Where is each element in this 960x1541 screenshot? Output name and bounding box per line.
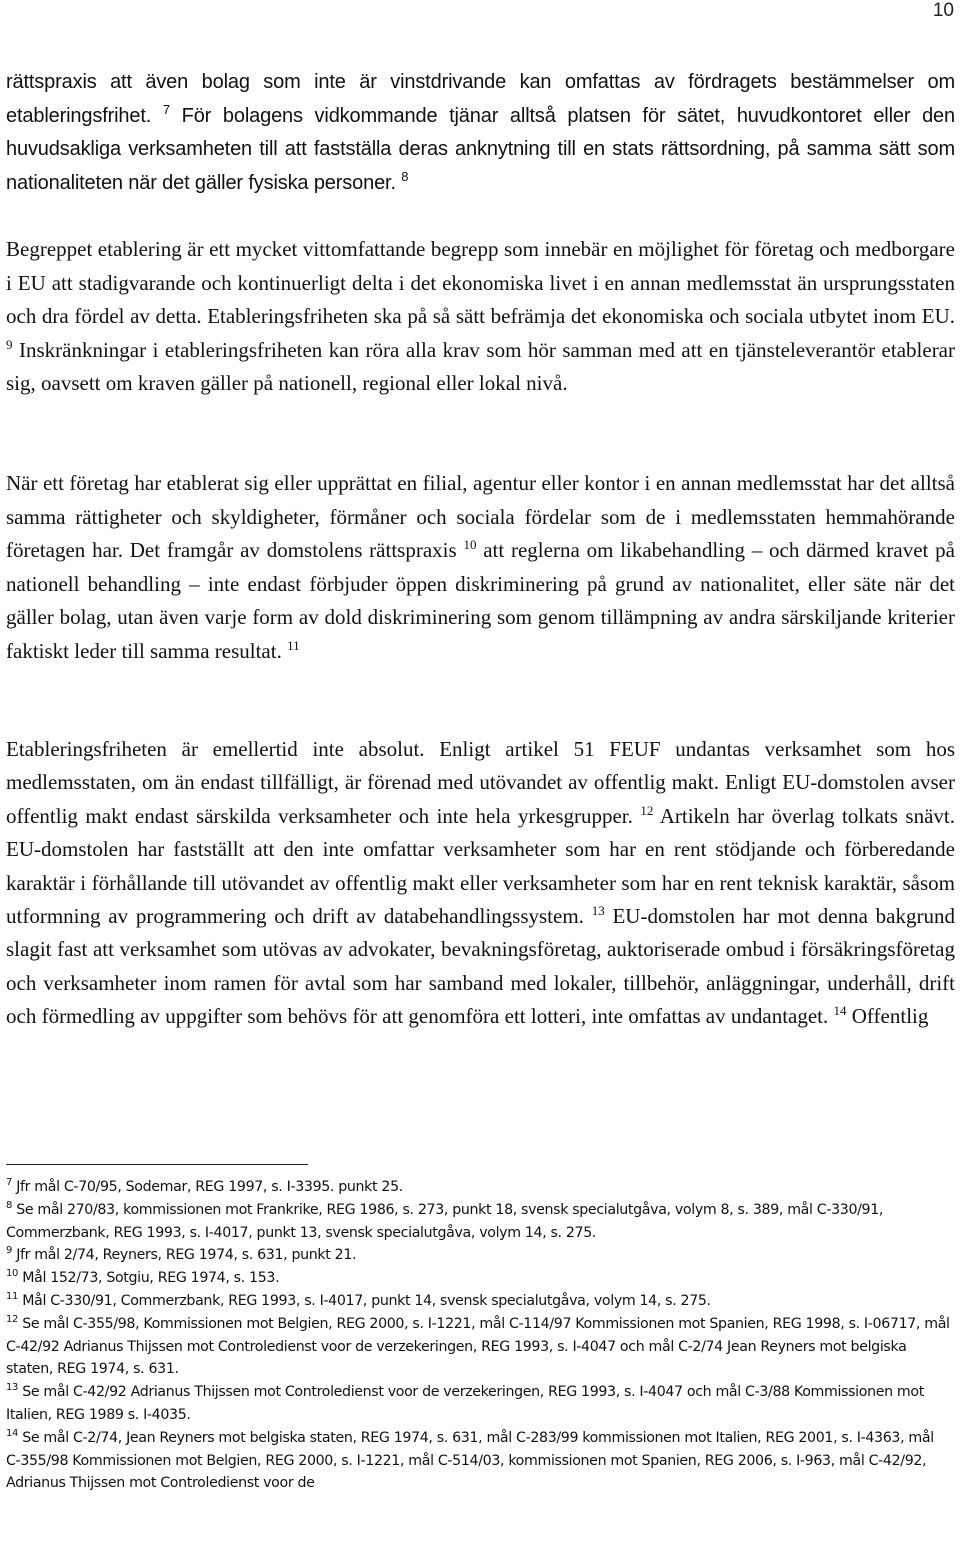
paragraph-text: Begreppet etablering är ett mycket vittomfattande begrepp som innebär en möjlighet för företag och medborgare i EU att stadigvarande och kontinuerligt delta i det ekonomiska livet i en annan medlemsstat än ursprungsstaten och dra fördel av detta. Etableringsfriheten ska på så sätt befrämja det ekonomiska och sociala utbytet inom EU. — [6, 237, 955, 328]
footnote-number: 14 — [6, 1427, 19, 1439]
footnote-number: 8 — [6, 1199, 13, 1211]
paragraph-text: rättspraxis att även bolag som inte är vinstdrivande kan omfattas av fördragets bestämmelser om etableringsfrihet. — [6, 71, 955, 127]
paragraph-text: Inskränkningar i etableringsfriheten kan röra alla krav som hör samman med att en tjänsteleverantör etablerar sig, oavsett om kraven gäller på nationell, regional eller lokal nivå. — [6, 337, 955, 395]
footnote — [6, 1290, 950, 1313]
footnote-ref: 9 — [6, 336, 13, 352]
footnote-text: Se mål 270/83, kommissionen mot Frankrike, REG 1986, s. 273, punkt 18, svensk specialutgåva, volym 8, s. 389, mål C-330/91, Commerzbank, REG 1993, s. I-4017, punkt 13, svensk specialutgåva, volym 14, s. 275. — [6, 1201, 884, 1241]
footnote-text: Se mål C-42/92 Adrianus Thijssen mot Controledienst voor de verzekeringen, REG 1993, s. I-4047 och mål C-3/88 Kommissionen mot Italien, REG 1989 s. I-4035. — [6, 1384, 924, 1423]
paragraph-1 — [6, 66, 955, 200]
footnote-number: 12 — [6, 1313, 19, 1325]
paragraph-text: Artikeln har överlag tolkats snävt. EU-domstolen har fastställt att den inte omfattar verksamheter som har en rent stödjande och förberedande karaktär i förhållande till utövandet av offentlig makt eller verksamheter som har en rent teknisk karaktär, såsom utformning av programmering och drift av databehandlingssystem. — [6, 803, 956, 929]
footnote-number: 13 — [6, 1382, 19, 1394]
footnote-divider — [6, 1164, 308, 1165]
footnote — [6, 1381, 950, 1427]
paragraph-2 — [6, 233, 955, 401]
footnote — [6, 1199, 950, 1245]
footnote-number: 9 — [6, 1245, 13, 1257]
footnote — [6, 1427, 950, 1495]
footnote-text: Mål C-330/91, Commerzbank, REG 1993, s. I-4017, punkt 14, svensk specialutgåva, volym 14, s. 275. — [22, 1292, 711, 1309]
footnote-number: 7 — [6, 1177, 13, 1188]
footnote — [6, 1176, 950, 1199]
footnote-text: Jfr mål C-70/95, Sodemar, REG 1997, s. I-3395. punkt 25. — [16, 1179, 403, 1195]
paragraph-text: Offentlig — [846, 1004, 929, 1029]
footnote-text: Se mål C-355/98, Kommissionen mot Belgien, REG 2000, s. I-1221, mål C-114/97 Kommissionen mot Spanien, REG 1998, s. I-06717, mål C-42/92 Adrianus Thijssen mot Controledienst voor de verzekeringen, REG 1993, s. I-4047 och mål C-2/74 Jean Reyners mot belgiska staten, REG 1974, s. 631. — [6, 1315, 950, 1378]
footnote — [6, 1267, 950, 1290]
paragraph-4 — [6, 733, 955, 1034]
footnote-ref: 11 — [287, 637, 300, 653]
paragraph-text: När ett företag har etablerat sig eller upprättat en filial, agentur eller kontor i en annan medlemsstat har det alltså samma rättigheter och skyldigheter, förmåner och sociala fördelar som de i medlemsstaten hemmahörande företagen har. Det framgår av domstolens rättspraxis — [6, 471, 955, 562]
footnote-ref: 10 — [463, 537, 477, 552]
footnote-ref: 13 — [591, 903, 605, 919]
paragraph-text: Etableringsfriheten är emellertid inte absolut. Enligt artikel 51 FEUF undantas verksamhet som hos medlemsstaten, om än endast tillfälligt, är förenad med utövandet av offentlig makt. Enligt EU-domstolen avser offentlig makt endast särskilda verksamheter och inte hela yrkesgrupper. — [6, 737, 955, 828]
footnote-ref: 12 — [640, 802, 654, 818]
footnote — [6, 1244, 950, 1267]
paragraph-text: att reglerna om likabehandling – och därmed kravet på nationell behandling – inte endast förbjuder öppen diskriminering på grund av nationalitet, eller säte när det gäller bolag, utan även varje form av dold diskriminering som genom tillämpning av andra särskiljande kriterier faktiskt leder till samma resultat. — [6, 538, 955, 663]
paragraph-text: EU-domstolen har mot denna bakgrund slagit fast att verksamhet som utövas av advokater, bevakningsföretag, auktoriserade ombud i försäkringsföretag och verksamheter inom ramen för avtal som har samband med lokaler, tillbehör, anläggningar, underhåll, drift och förmedling av uppgifter som behövs för att genomföra ett lotteri, inte omfattas av undantaget. — [6, 904, 955, 1029]
page-number: 10 — [932, 0, 954, 21]
footnote-text: Mål 152/73, Sotgiu, REG 1974, s. 153. — [22, 1270, 280, 1287]
paragraph-3 — [6, 467, 955, 668]
paragraph-text: För bolagens vidkommande tjänar alltså platsen för sätet, huvudkontoret eller den huvudsakliga verksamheten till att fastställa deras anknytning till en stats rättsordning, på samma sätt som nationaliteten när det gäller fysiska personer. — [6, 104, 955, 194]
footnotes — [6, 1176, 950, 1495]
footnote-text: Se mål C-2/74, Jean Reyners mot belgiska staten, REG 1974, s. 631, mål C-283/99 kommissionen mot Italien, REG 2001, s. I-4363, mål C-355/98 Kommissionen mot Belgien, REG 2000, s. I-1221, mål C-514/03, kommissionen mot Spanien, REG 2006, s. I-963, mål C-42/92, Adrianus Thijssen mot Controledienst voor de — [6, 1429, 934, 1492]
footnote-ref: 14 — [833, 1003, 847, 1019]
footnote-ref: 7 — [162, 101, 170, 117]
footnote-text: Jfr mål 2/74, Reyners, REG 1974, s. 631, punkt 21. — [16, 1247, 357, 1264]
footnote-ref: 8 — [401, 168, 409, 184]
footnote — [6, 1313, 950, 1381]
footnote-number: 10 — [6, 1268, 19, 1280]
footnote-number: 11 — [6, 1290, 19, 1302]
